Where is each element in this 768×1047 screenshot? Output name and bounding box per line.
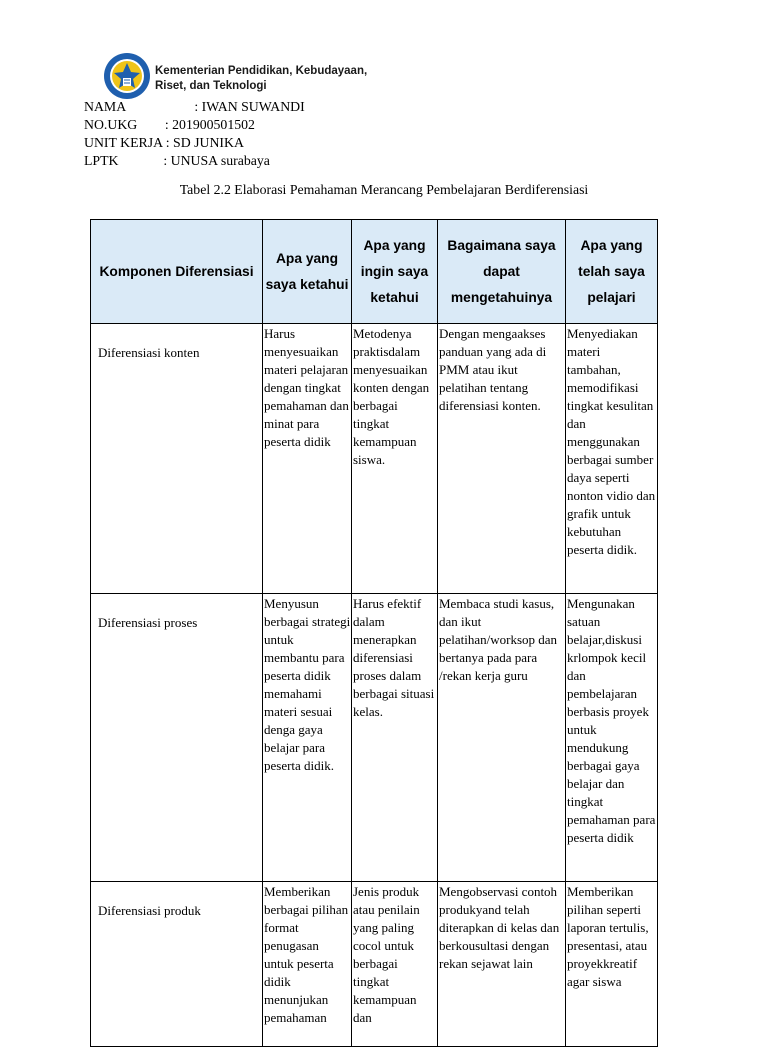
ministry-logo bbox=[103, 52, 151, 100]
tut-wuri-handayani-logo-icon bbox=[103, 52, 151, 100]
table-row bbox=[91, 594, 658, 882]
header-ingin: Apa yang ingin saya ketahui bbox=[352, 220, 438, 324]
cell-ketahui bbox=[263, 882, 352, 1047]
cell-ingin bbox=[352, 882, 438, 1047]
cell-text: Memberikan pilihan seperti laporan tertulis, presentasi, atau proyekkreatif agar siswa bbox=[567, 884, 649, 989]
identity-lptk: LPTK : UNUSA surabaya bbox=[84, 153, 270, 168]
header-ketahui: Apa yang saya ketahui bbox=[263, 220, 352, 324]
cell-pelajari bbox=[566, 882, 658, 1047]
cell-text: Mengobservasi contoh produkyand telah diterapkan di kelas dan berkousultasi dengan rekan sejawat lain bbox=[439, 884, 560, 971]
cell-komponen: Diferensiasi konten bbox=[91, 324, 263, 594]
ministry-line-2: Riset, dan Teknologi bbox=[155, 80, 267, 92]
identity-no-ukg: NO.UKG : 201900501502 bbox=[84, 117, 255, 132]
cell-ketahui: Harus menyesuaikan materi pelajaran dengan tingkat pemahaman dan minat para peserta didik bbox=[263, 324, 352, 594]
cell-bagaimana: Membaca studi kasus, dan ikut pelatihan/worksop dan bertanya pada para /rekan kerja guru bbox=[438, 594, 566, 882]
table-caption: Tabel 2.2 Elaborasi Pemahaman Merancang Pembelajaran Berdiferensiasi bbox=[179, 182, 589, 197]
ministry-name bbox=[155, 64, 367, 94]
cell-ingin: Metodenya praktisdalam menyesuaikan konten dengan berbagai tingkat kemampuan siswa. bbox=[352, 324, 438, 594]
cell-pelajari: Menyediakan materi tambahan, memodifikasi tingkat kesulitan dan menggunakan berbagai sumber daya seperti nonton vidio dan grafik untuk kebutuhan peserta didik. bbox=[566, 324, 658, 594]
differentiation-table bbox=[90, 219, 658, 1047]
cell-text: Jenis produk atau penilain yang paling cocol untuk berbagai tingkat kemampuan dan bbox=[353, 884, 420, 1025]
cell-komponen: Diferensiasi proses bbox=[91, 594, 263, 882]
cell-text: Memberikan berbagai pilihan format penugasan untuk peserta didik menunjukan pemahaman bbox=[264, 884, 349, 1025]
cell-pelajari: Mengunakan satuan belajar,diskusi krlompok kecil dan pembelajaran berbasis proyek untuk mendukung berbagai gaya belajar dan tingkat pemahaman para peserta didik bbox=[566, 594, 658, 882]
ministry-line-1: Kementerian Pendidikan, Kebudayaan, bbox=[155, 65, 368, 77]
header-komponen: Komponen Diferensiasi bbox=[91, 220, 263, 324]
header-bagaimana: Bagaimana saya dapat mengetahuinya bbox=[438, 220, 566, 324]
table-row bbox=[91, 324, 658, 594]
table-header-row bbox=[91, 220, 658, 324]
cell-bagaimana bbox=[438, 882, 566, 1047]
cell-bagaimana: Dengan mengaakses panduan yang ada di PMM atau ikut pelatihan tentang diferensiasi konten. bbox=[438, 324, 566, 594]
cell-ingin: Harus efektif dalam menerapkan diferensiasi proses dalam berbagai situasi kelas. bbox=[352, 594, 438, 882]
cell-ketahui: Menyusun berbagai strategi untuk membantu para peserta didik memahami materi sesuai denga gaya belajar para peserta didik. bbox=[263, 594, 352, 882]
table-row bbox=[91, 882, 658, 1047]
identity-unit-kerja: UNIT KERJA : SD JUNIKA bbox=[84, 135, 244, 150]
cell-komponen bbox=[91, 882, 263, 1047]
cell-text: Diferensiasi produk bbox=[98, 903, 201, 918]
identity-nama: NAMA : IWAN SUWANDI bbox=[84, 99, 305, 114]
header-pelajari: Apa yang telah saya pelajari bbox=[566, 220, 658, 324]
